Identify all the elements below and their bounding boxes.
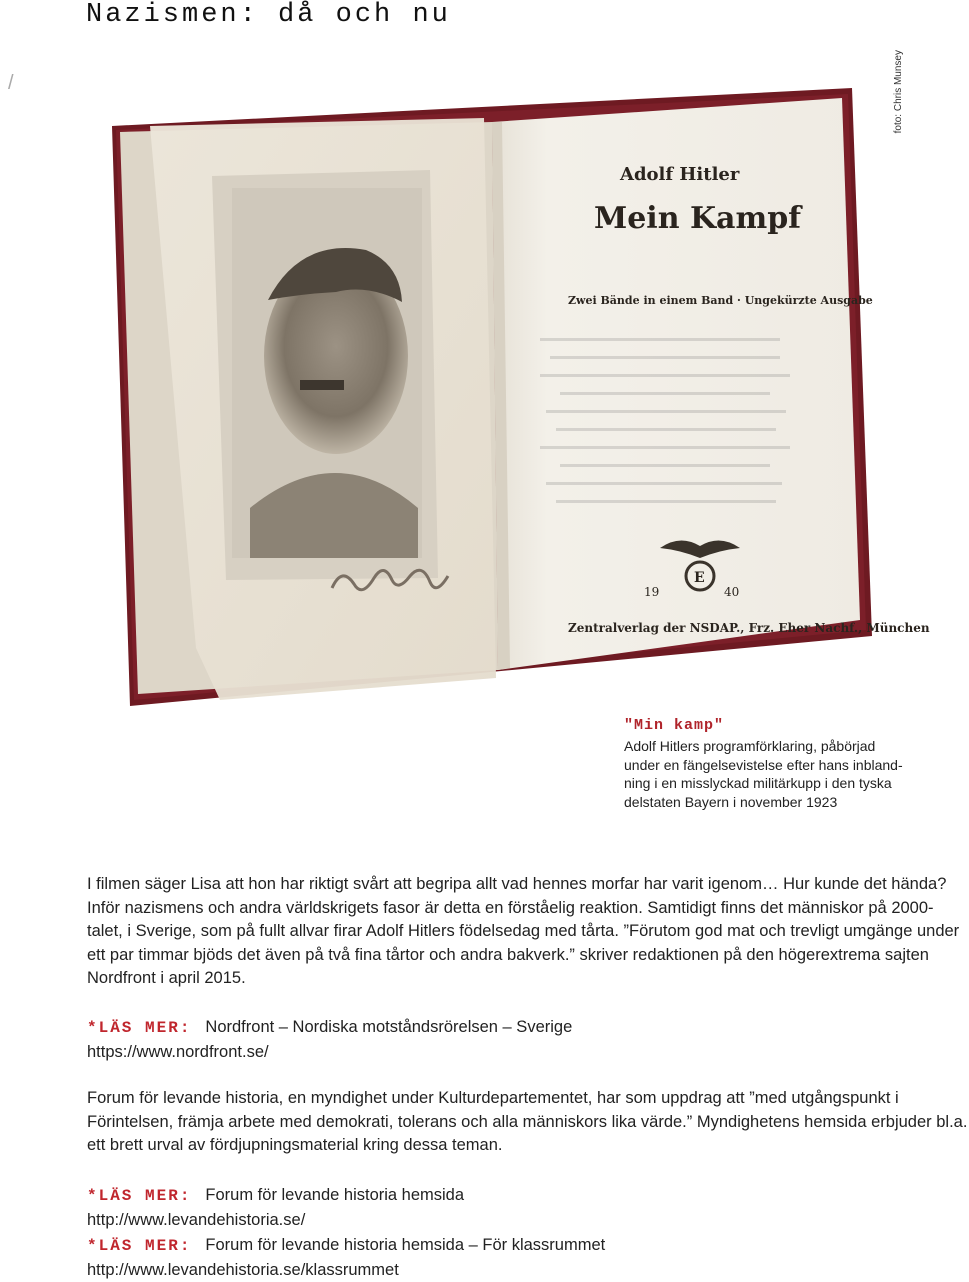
caption-text — [624, 737, 944, 811]
read-more-nordfront — [87, 1016, 572, 1064]
body-paragraph-2: Forum för levande historia, en myndighet under Kulturdepartementet, har som uppdrag att ”med utgångspunkt i Förintelsen, främja arbete med demokrati, tolerans och alla människors lika värde.” Myndighetens hemsida erbjuder bl.a. ett brett urval av fördjupningsmaterial kring dessa teman. — [87, 1087, 969, 1158]
photo-caption — [624, 717, 944, 811]
read-more-link[interactable]: http://www.levandehistoria.se/ — [87, 1209, 464, 1233]
read-more-text: Nordfront – Nordiska motståndsrörelsen – Sverige — [205, 1018, 572, 1036]
portrait-image — [232, 188, 422, 558]
read-more-label: *LÄS MER: — [87, 1187, 191, 1205]
read-more-label: *LÄS MER: — [87, 1019, 191, 1037]
caption-line: delstaten Bayern i november 1923 — [624, 793, 944, 812]
read-more-label: *LÄS MER: — [87, 1237, 191, 1255]
portrait-page — [150, 118, 496, 700]
body-paragraph: I filmen säger Lisa att hon har riktigt svårt att begripa allt vad hennes morfar har varit igenom… Hur kunde det hända? Inför nazismens och andra världskrigets fasor är detta en förståelig reaktion. Samtidigt finns det människor på 2000-talet, i Sverige, som på fullt allvar firar Adolf Hitlers födelsedag med tårta. ”Förutom god mat och trevligt umgänge under ett par timmar bjöds det även på två fina tårtor och andra bakverk.” skriver redaktionen på den högerextrema sajten Nordfront i april 2015. — [87, 873, 969, 991]
book-title: Mein Kampf — [594, 201, 803, 236]
read-more-text: Forum för levande historia hemsida — [205, 1186, 464, 1204]
photo-credit: foto: Chris Munsey — [888, 50, 908, 210]
read-more-text: Forum för levande historia hemsida – För klassrummet — [205, 1236, 605, 1254]
caption-title: "Min kamp" — [624, 717, 944, 734]
caption-line: under en fängelsevistelse efter hans inbland- — [624, 756, 944, 775]
caption-line: ning i en misslyckad militärkupp i den tyska — [624, 774, 944, 793]
book-photo — [100, 88, 890, 728]
read-more-levandehistoria — [87, 1184, 464, 1232]
read-more-klassrummet — [87, 1234, 605, 1282]
caption-line: Adolf Hitlers programförklaring, påbörjad — [624, 737, 944, 756]
book-author: Adolf Hitler — [619, 164, 740, 185]
year-left: 19 — [644, 585, 659, 599]
page-title: Nazismen: då och nu — [86, 0, 451, 30]
corner-mark: / — [8, 72, 14, 95]
read-more-link[interactable]: http://www.levandehistoria.se/klassrummet — [87, 1259, 605, 1282]
book-subtitle: Zwei Bände in einem Band · Ungekürzte Ausgabe — [568, 294, 873, 307]
read-more-link[interactable]: https://www.nordfront.se/ — [87, 1041, 572, 1065]
publisher: Zentralverlag der NSDAP., Frz. Eher Nachf., München — [568, 621, 930, 635]
year-right: 40 — [724, 585, 739, 599]
svg-text:E: E — [694, 570, 705, 586]
